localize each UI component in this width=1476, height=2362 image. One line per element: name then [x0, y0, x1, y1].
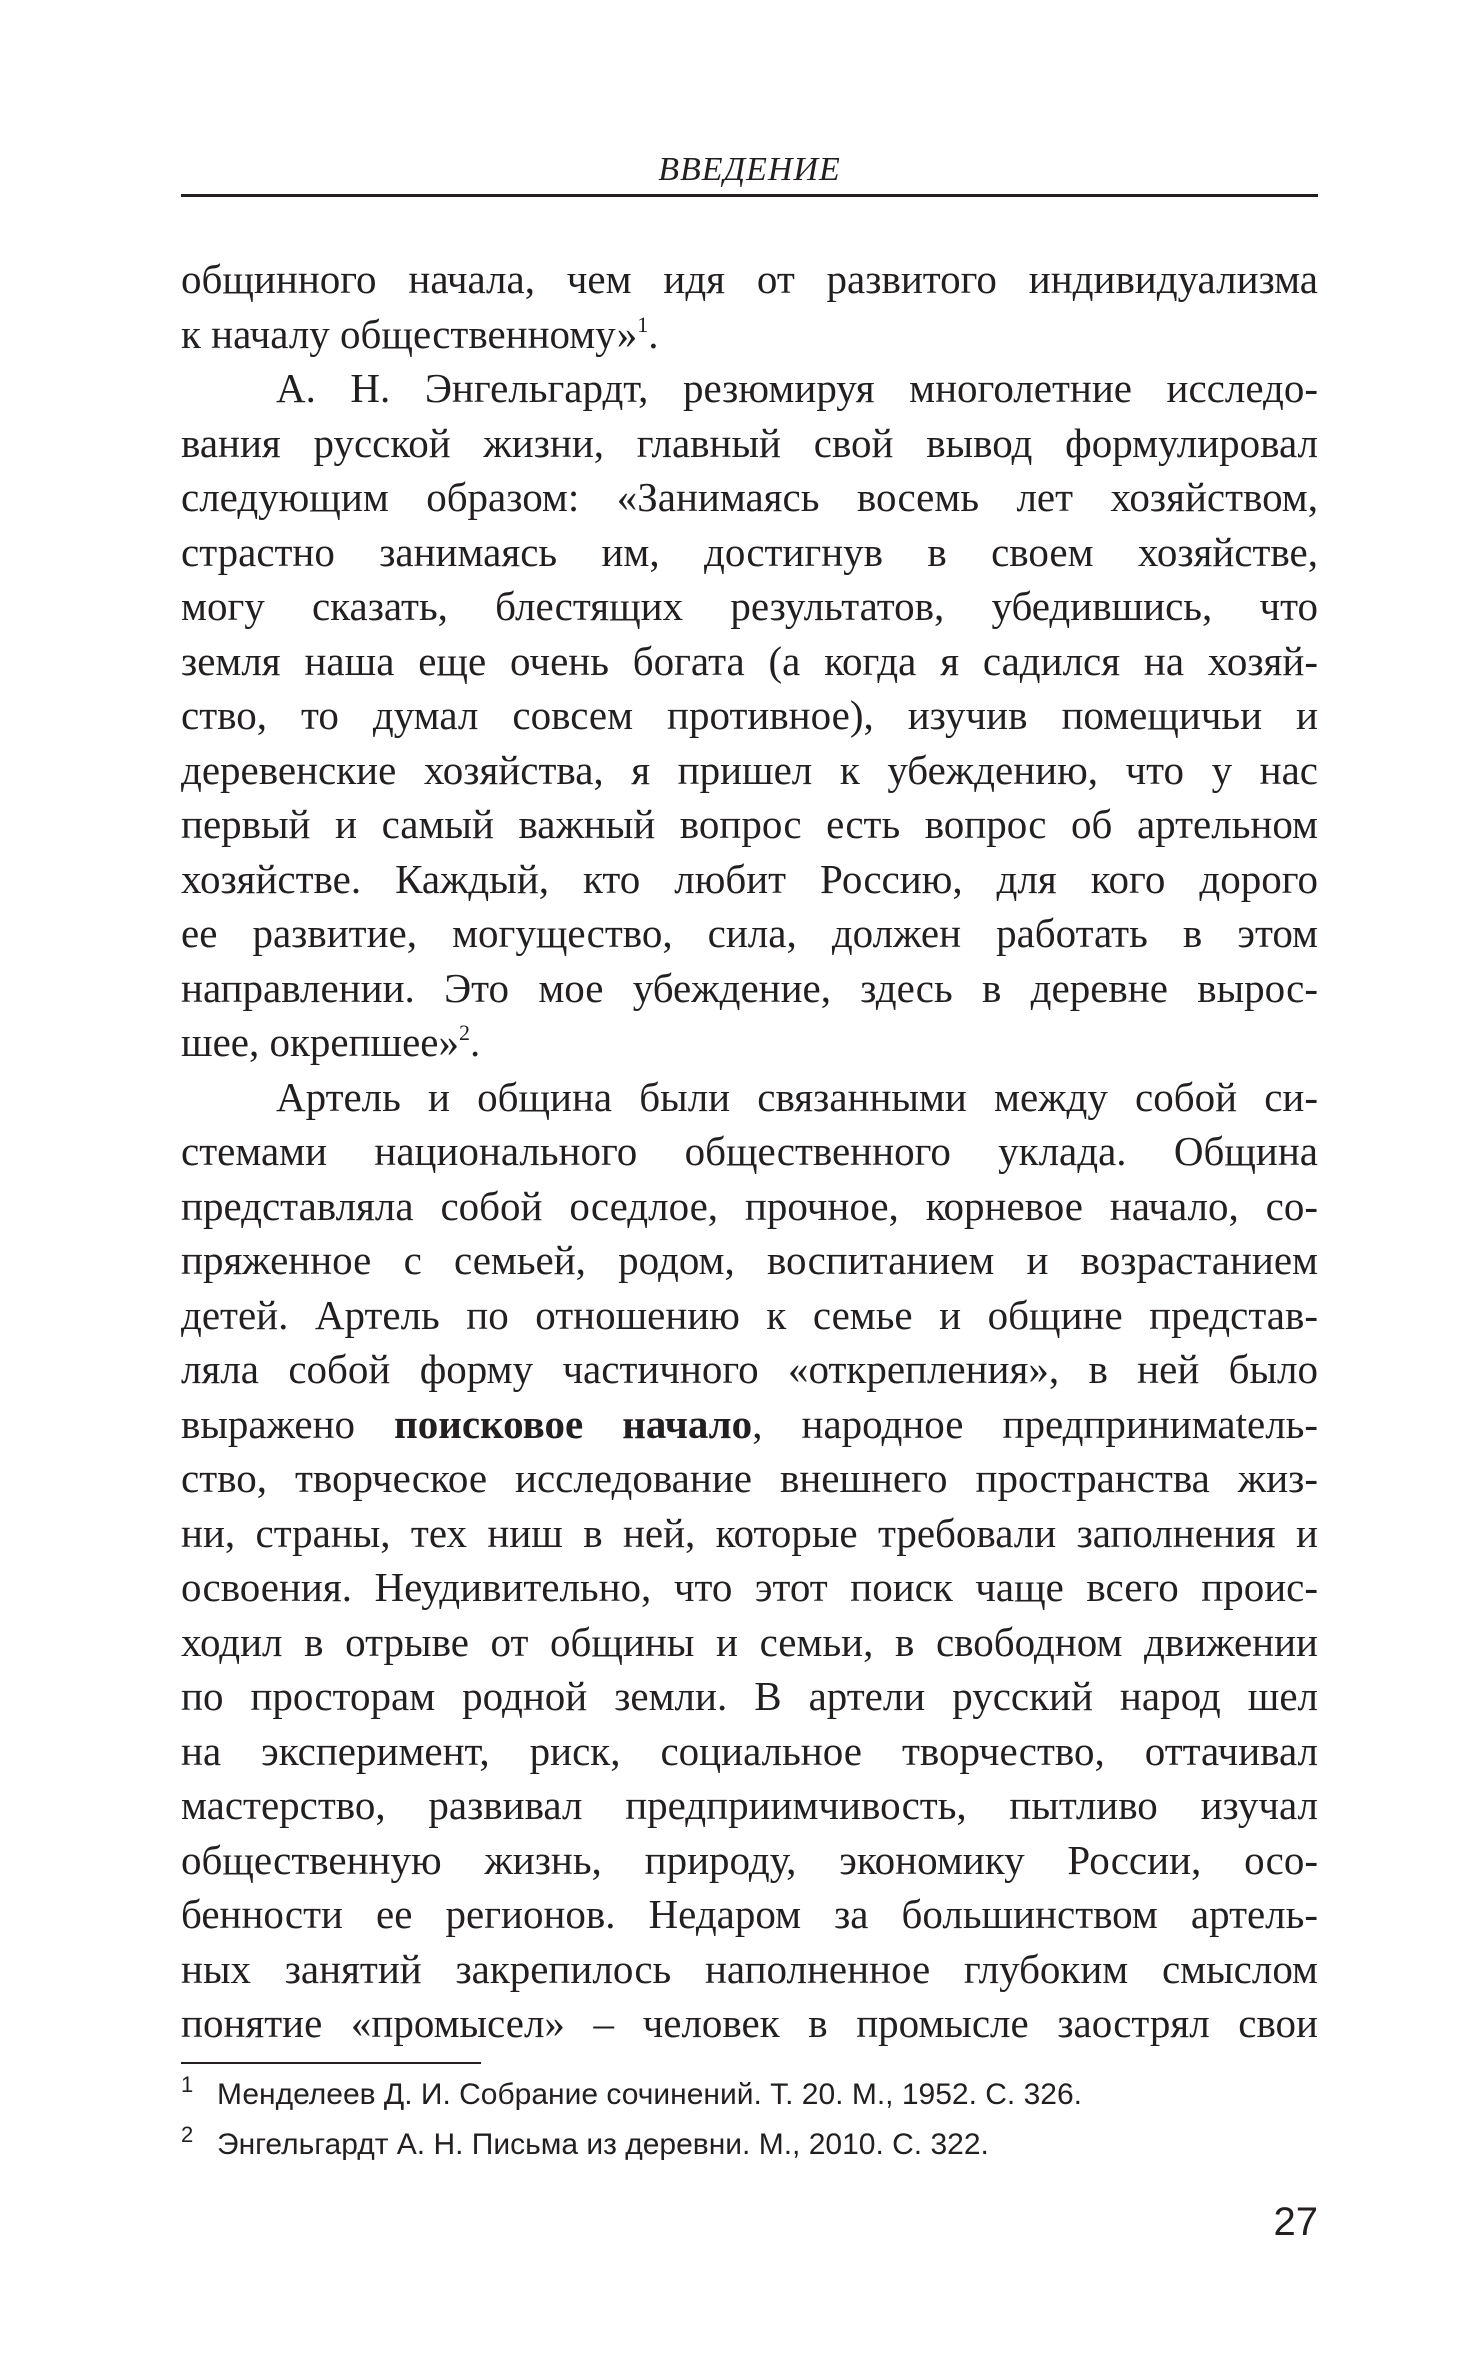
footnote-ref[interactable]: 2 [459, 1020, 470, 1045]
footnotes [181, 2070, 1318, 2170]
text-line: страстно занимаясь им, достигнув в своем хозяйстве, [181, 528, 1318, 575]
text-line: представляла собой оседлое, прочное, корневое начало, со- [181, 1182, 1318, 1229]
text-line: пряженное с семьей, родом, воспитанием и возрастанием [181, 1237, 1318, 1283]
text-line: А. Н. Энгельгардт, резюмируя многолетние исследо- [276, 365, 1318, 411]
text-line: хозяйстве. Каждый, кто любит Россию, для кого дорого [181, 855, 1318, 902]
text-line: могу сказать, блестящих результатов, убедившись, что [181, 583, 1318, 629]
emphasis-text: поисковое начало [394, 1400, 753, 1447]
text-line: к началу общественному»$^1$. [181, 310, 659, 357]
text-line: следующим образом: «Занимаясь восемь лет хозяйством, [181, 474, 1318, 520]
text-line: ходил в отрыве от общины и семьи, в свободном движении [181, 1618, 1318, 1665]
text-line: ство, творческое исследование внешнего пространства жиз- [181, 1455, 1318, 1501]
text-line: направлении. Это мое убеждение, здесь в деревне вырос- [181, 964, 1318, 1011]
footnote-rule [181, 2062, 481, 2064]
text-line: понятие «промысел» – человек в промысле заострял свои [181, 2000, 1318, 2046]
text-line: мастерство, развивал предприимчивость, пытливо изучал [181, 1782, 1318, 1828]
text-line: земля наша еще очень богата (а когда я садился на хозяй- [181, 637, 1318, 684]
text-line: бенности ее регионов. Недаром за большинством артель- [181, 1891, 1318, 1937]
text-line: ее развитие, могущество, сила, должен работать в этом [181, 910, 1318, 956]
text-line: деревенские хозяйства, я пришел к убеждению, что у нас [181, 746, 1318, 793]
text-line: вания русской жизни, главный свой вывод формулировал [181, 419, 1318, 466]
body-text [181, 252, 1318, 2051]
header-rule [181, 194, 1318, 197]
text-line: на эксперимент, риск, социальное творчество, оттачивал [181, 1727, 1318, 1774]
footnote: 1 Менделеев Д. И. Собрание сочинений. Т. 20. М., 1952. С. 326. [181, 2072, 1082, 2111]
text-line: освоения. Неудивительно, что этот поиск чаще всего проис- [181, 1564, 1318, 1610]
text-line: стемами национального общественного уклада. Община [181, 1128, 1318, 1174]
footnote-text: Энгельгардт А. Н. Письма из деревни. М., 2010. С. 322. [217, 2128, 989, 2161]
text-line: первый и самый важный вопрос есть вопрос об артельном [181, 801, 1318, 847]
text-line: ство, то думал совсем противное), изучив помещичьи и [181, 692, 1318, 738]
text-line: выражено поисковое начало, народное предпринимаtель- [181, 1400, 1319, 1447]
running-head: ВВЕДЕНИЕ [658, 151, 841, 188]
text-line: общинного начала, чем идя от развитого индивидуализма [181, 256, 1318, 302]
text-line: ляла собой форму частичного «открепления», в ней было [181, 1346, 1318, 1392]
footnote-text: Менделеев Д. И. Собрание сочинений. Т. 20. М., 1952. С. 326. [217, 2078, 1082, 2111]
text-line: детей. Артель по отношению к семье и общине представ- [181, 1291, 1318, 1338]
text-line: по просторам родной земли. В артели русский народ шел [181, 1673, 1318, 1719]
text-line: шее, окрепшее»$^2$. [181, 1019, 481, 1065]
text-line: ни, страны, тех ниш в ней, которые требовали заполнения и [181, 1509, 1318, 1556]
text-line: общественную жизнь, природу, экономику России, осо- [181, 1836, 1318, 1883]
footnote: 2 Энгельгардт А. Н. Письма из деревни. М., 2010. С. 322. [181, 2122, 989, 2161]
text-line: Артель и община были связанными между собой си- [276, 1073, 1318, 1120]
footnote-ref[interactable]: 1 [637, 311, 649, 337]
page-number: 27 [1273, 2200, 1318, 2244]
text-line: ных занятий закрепилось наполненное глубоким смыслом [181, 1945, 1318, 1992]
